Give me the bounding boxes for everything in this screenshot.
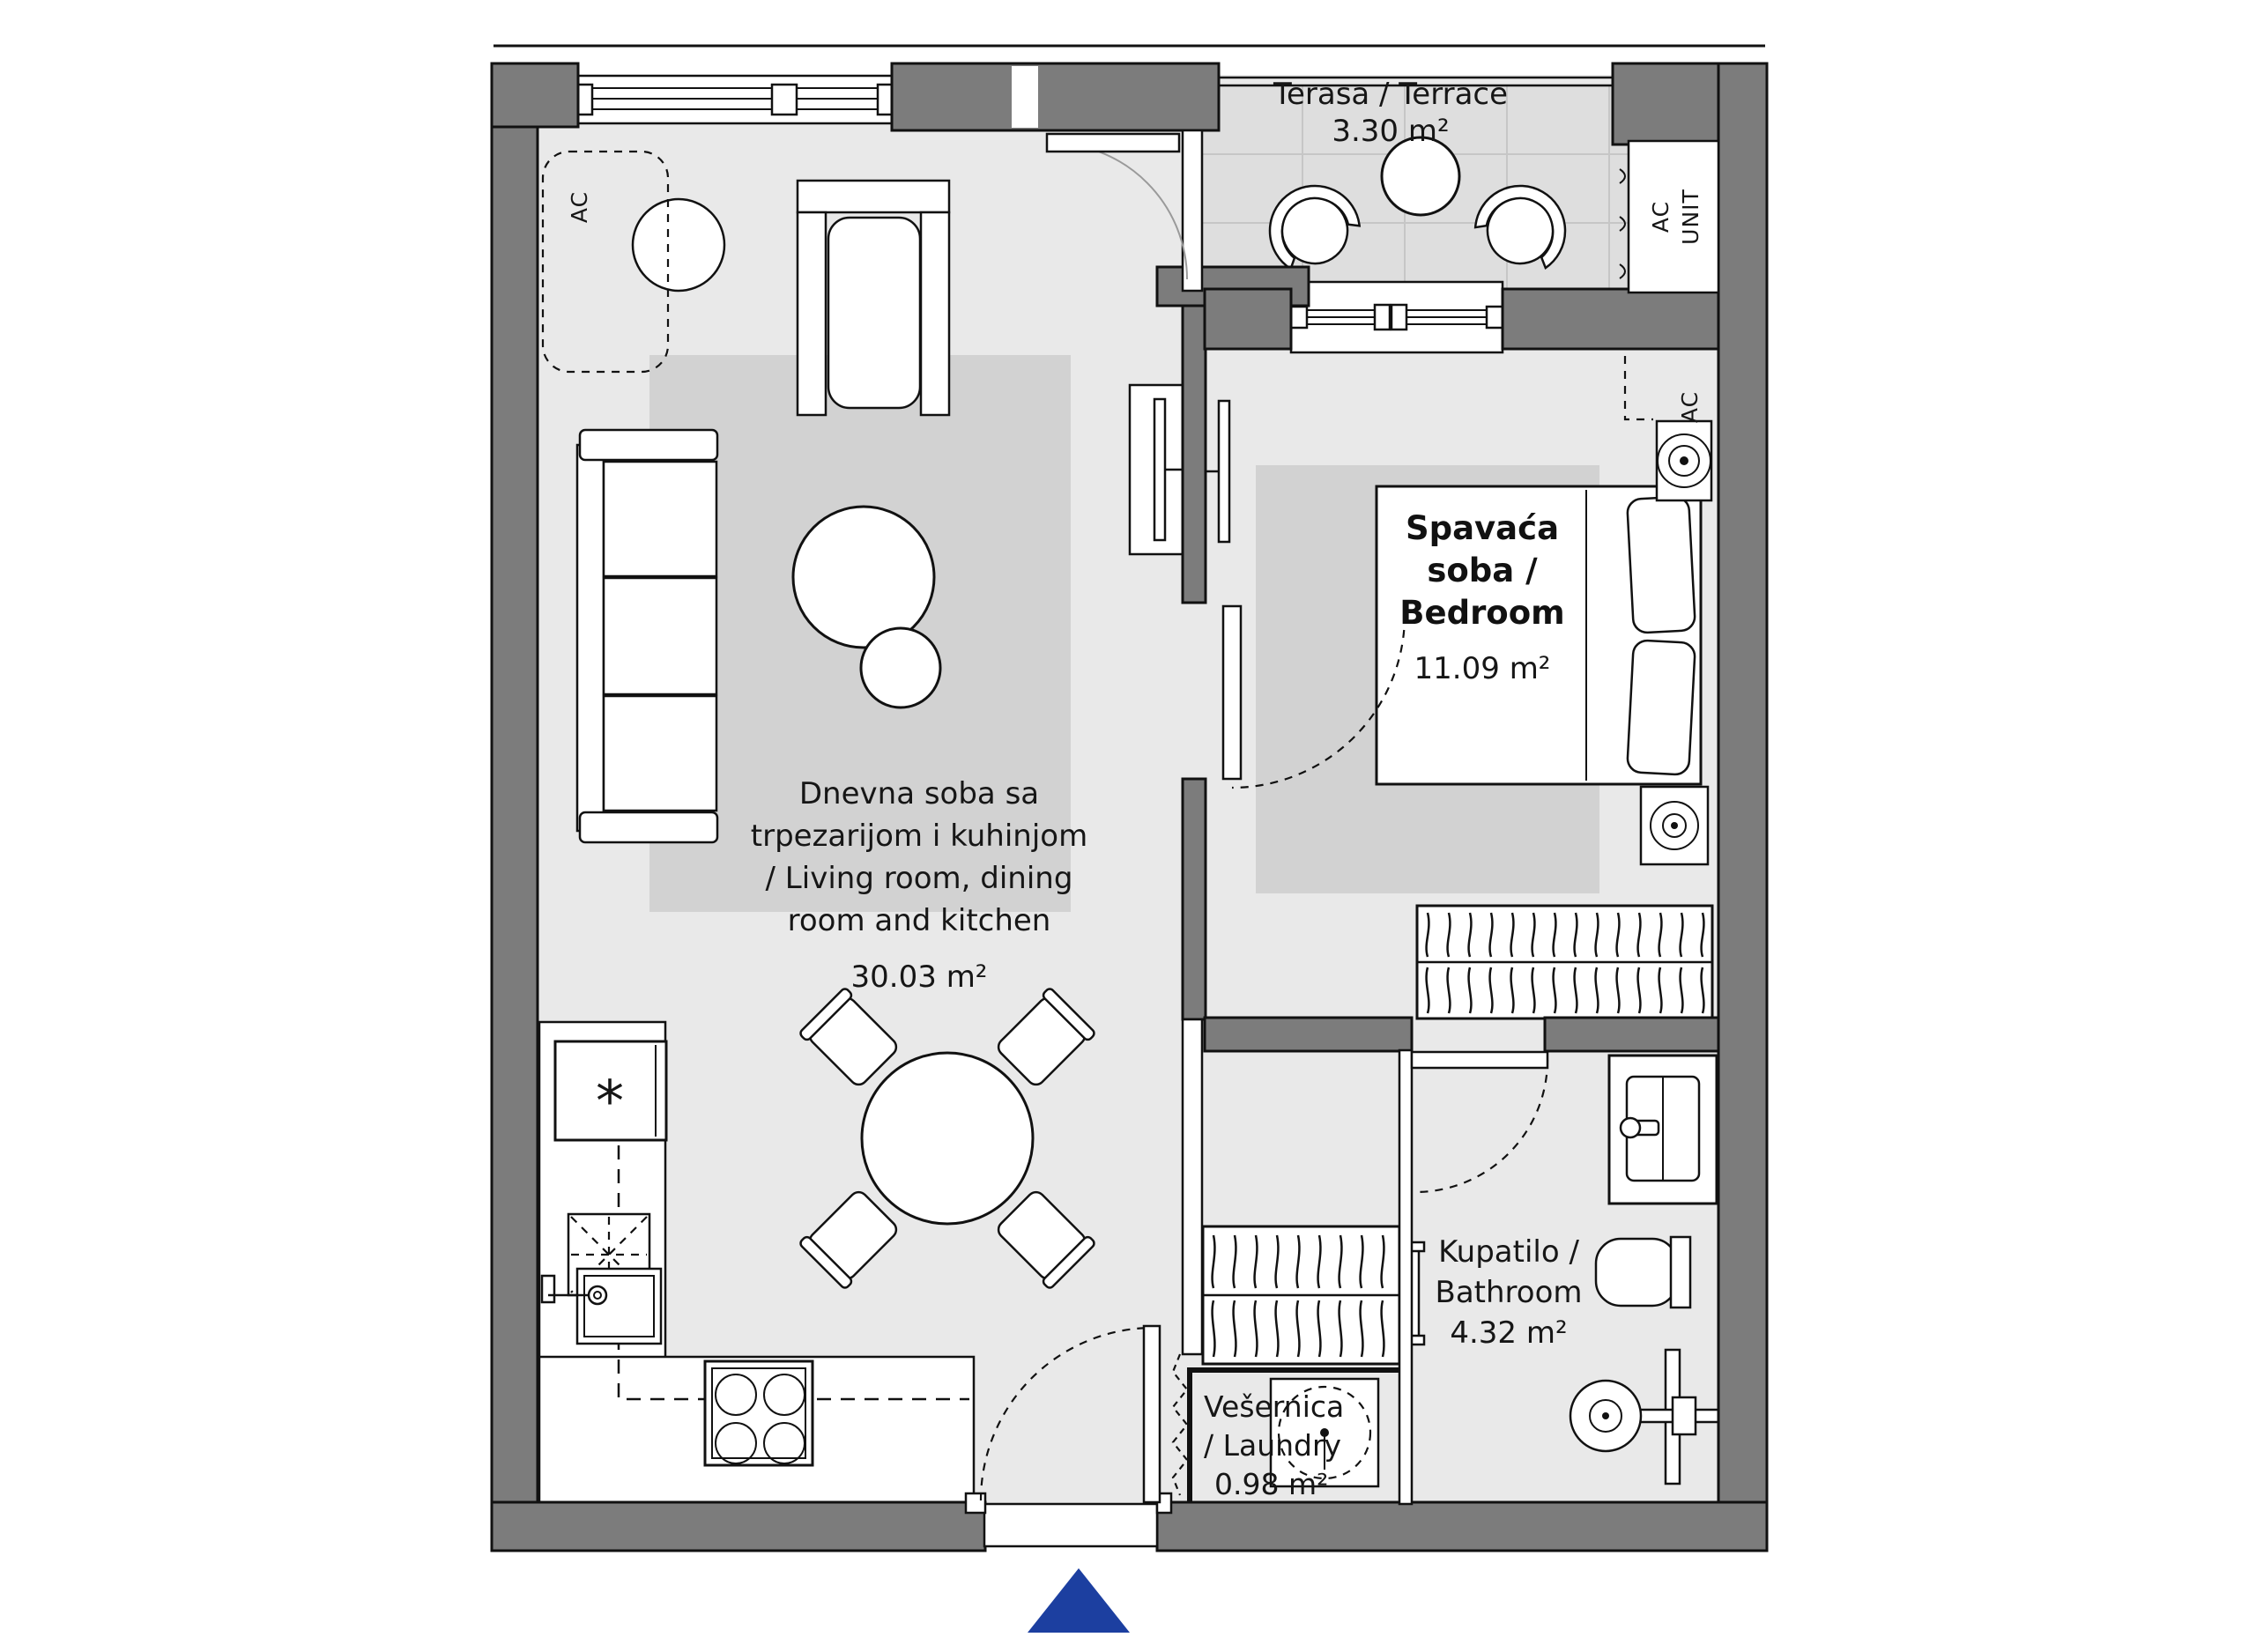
bedroom-label-3: Bedroom: [1399, 594, 1565, 632]
living-label-4: room and kitchen: [787, 903, 1051, 938]
living-label-3: / Living room, dining: [765, 861, 1073, 896]
laundry-label-2: / Laundry: [1204, 1428, 1342, 1463]
ac-living-label: AC: [567, 190, 592, 224]
ac-bedroom-label: AC: [1677, 390, 1703, 424]
bedroom-wardrobe: [1417, 906, 1712, 1019]
toilet: [1596, 1237, 1690, 1308]
terrace-area: 3.30 m²: [1332, 114, 1450, 149]
living-area: 30.03 m²: [850, 959, 988, 995]
ac-unit-label-2: UNIT: [1678, 189, 1703, 245]
laundry-label-1: Vešernica: [1204, 1389, 1345, 1424]
bedroom-area: 11.09 m²: [1414, 651, 1551, 686]
fridge: [555, 1041, 666, 1140]
tv-unit-living: [1130, 385, 1183, 554]
living-label-2: trpezarijom i kuhinjom: [750, 819, 1088, 854]
dining-table: [862, 1053, 1033, 1224]
bedroom-window: [1291, 282, 1503, 352]
living-label-1: Dnevna soba sa: [798, 776, 1040, 811]
entrance-closet: [1203, 1226, 1399, 1364]
laundry-area: 0.98 m²: [1214, 1467, 1329, 1501]
fridge-asterisk: *: [596, 1070, 624, 1135]
ac-unit-label-1: AC: [1648, 200, 1673, 233]
washbasin: [1609, 1056, 1717, 1204]
terrace-label: Terasa / Terrace: [1273, 77, 1509, 112]
nightstand: [1641, 787, 1708, 864]
bathroom-area: 4.32 m²: [1450, 1315, 1568, 1351]
bedroom-label-2: soba /: [1427, 552, 1538, 589]
terrace-table: [1382, 137, 1459, 215]
ac-unit-niche: [1620, 141, 1718, 293]
sofa: [577, 430, 717, 842]
side-table: [633, 199, 724, 291]
bedroom-label-1: Spavaća: [1405, 509, 1560, 547]
bathroom-label-1: Kupatilo /: [1438, 1234, 1579, 1270]
wall-joint: [1012, 66, 1038, 128]
stove: [705, 1361, 813, 1465]
entrance-arrow: [1028, 1568, 1130, 1633]
living-window: [578, 76, 892, 123]
bathroom-label-2: Bathroom: [1435, 1275, 1583, 1310]
